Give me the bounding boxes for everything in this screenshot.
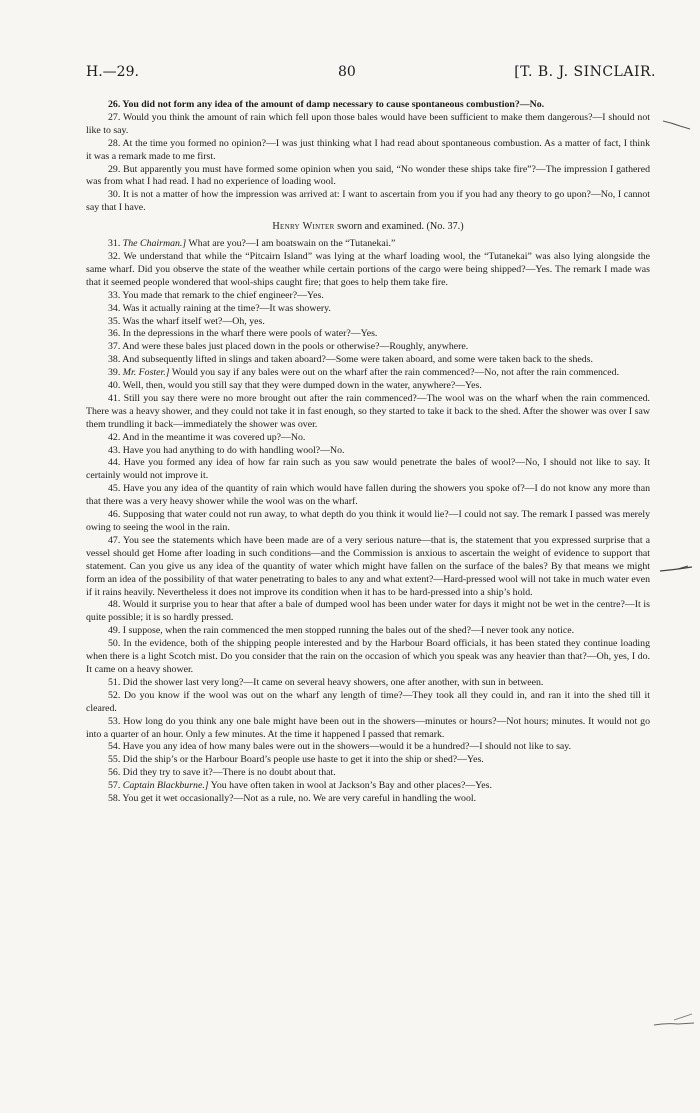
- question-number: 40.: [108, 380, 121, 392]
- paragraph: [86, 112, 650, 138]
- question-number: 42.: [108, 431, 121, 443]
- question-number: 49.: [108, 625, 121, 637]
- paragraph: [86, 793, 650, 806]
- paragraph: [86, 251, 650, 290]
- paragraph: [86, 328, 650, 341]
- paragraph-text: What are you?—I am boatswain on the “Tutanekai.”: [186, 238, 396, 250]
- paragraph-text: Have you formed any idea of how far rain such as you saw would penetrate the bales of wool?—No, I should not like to say. It certainly would not improve it.: [86, 457, 650, 482]
- paragraph-text: Did the shower last very long?—It came on several heavy showers, one after another, with sun in between.: [122, 676, 544, 688]
- paragraph: [86, 432, 650, 445]
- question-number: 30.: [108, 189, 121, 201]
- paragraph-text: Have you any idea of how many bales were out in the showers—would it be a hundred?—I should not like to say.: [122, 741, 572, 753]
- question-number: 45.: [108, 483, 121, 495]
- section-heading-rest: sworn and examined. (No. 37.): [334, 221, 464, 233]
- paragraph-text: Would you say if any bales were out on the wharf after the rain commenced?—No, not after the rain commenced.: [169, 367, 620, 379]
- paragraph-text: And in the meantime it was covered up?—No.: [122, 431, 306, 443]
- question-number: 36.: [108, 328, 121, 340]
- report-code: H.—29.: [86, 64, 139, 80]
- question-number: 57.: [108, 780, 121, 792]
- paragraph-text: And were these bales just placed down in the pools or otherwise?—Roughly, anywhere.: [122, 341, 469, 353]
- paragraph: [86, 354, 650, 367]
- question-number: 27.: [108, 111, 121, 123]
- paragraph: [86, 483, 650, 509]
- paragraph: [86, 535, 650, 600]
- question-number: 55.: [108, 754, 121, 766]
- margin-mark-middle: [658, 563, 694, 577]
- paragraph-text: Still you say there were no more brought out after the rain commenced?—The wool was on the wharf when the rain commenced. There was a heavy shower, and they could not take it in fast enough, so they started to take it back to the shed. After the shower was over I saw them trundling it back—immediately the shower was over.: [86, 392, 650, 430]
- paragraph: [86, 599, 650, 625]
- question-number: 41.: [108, 392, 121, 404]
- question-number: 52.: [108, 689, 121, 701]
- question-number: 48.: [108, 599, 121, 611]
- question-number: 38.: [108, 354, 121, 366]
- paragraph: [86, 677, 650, 690]
- margin-mark-top: [662, 118, 692, 132]
- paragraph: [86, 638, 650, 677]
- speaker: Mr. Foster.]: [122, 367, 170, 379]
- paragraph: [86, 316, 650, 329]
- paragraph: [86, 509, 650, 535]
- paragraph-text: You see the statements which have been made are of a very serious nature—that is, the statement that you expressed surprise that a vessel should get Home after loading in such conditions—and the Commission is anxious to ascertain the weight of evidence to support that statement. Can you give us any idea of the quantity of water which might have fallen on the surface of the bales? By that means we might form an idea of the possibility of that water penetrating to bales to any and what extent?—Hard-pressed wool will not take in much water even if it rains heavily. Nevertheless it does not improve its condition when it has to be hard-pressed into a ship’s hold.: [86, 534, 650, 598]
- paragraph: [86, 754, 650, 767]
- paragraph-text: We understand that while the “Pitcairn Island” was lying at the wharf loading wool, the “Tutanekai” was also lying alongside the same wharf. Did you observe the state of the weather while certain portions of the cargo were being shipped?—Yes. The remark I made was that it seemed people wondered that wool-ships caught fire; that goes to help them take fire.: [86, 250, 650, 288]
- paragraph-text: Was the wharf itself wet?—Oh, yes.: [122, 315, 265, 327]
- paragraph: [86, 457, 650, 483]
- paragraph: [86, 780, 650, 793]
- paragraph-text: Supposing that water could not run away, to what depth do you think it would lie?—I could not say. The remark I passed was merely owing to seeing the wool in the rain.: [86, 509, 650, 533]
- question-number: 31.: [108, 238, 121, 250]
- paragraph-text: It is not a matter of how the impression was arrived at: I want to ascertain from you if you had any theory to go upon?—No, I cannot say that I have.: [86, 189, 650, 214]
- paragraph: [86, 445, 650, 458]
- question-number: 44.: [108, 457, 121, 469]
- paragraph: [86, 138, 650, 164]
- paragraph-text: Have you any idea of the quantity of rain which would have fallen during the showers you spoke of?—I do not know any more than that there was a very heavy shower while the wool was on the wharf.: [86, 483, 650, 508]
- paragraph: [86, 189, 650, 215]
- paragraph: [86, 690, 650, 716]
- witness-reference: [T. B. J. SINCLAIR.: [514, 64, 656, 80]
- paragraph-text: Do you know if the wool was out on the wharf any length of time?—They took all they could in, and ran it into the shed till it cleared.: [86, 689, 650, 714]
- paragraph: [86, 625, 650, 638]
- paragraph-text: You get it wet occasionally?—Not as a rule, no. We are very careful in handling the wool.: [122, 793, 477, 805]
- paragraph-text: You have often taken in wool at Jackson’s Bay and other places?—Yes.: [208, 780, 492, 792]
- paragraph-text: Have you had anything to do with handling wool?—No.: [122, 444, 345, 456]
- paragraph-text: Well, then, would you still say that they were dumped down in the water, anywhere?—Yes.: [122, 380, 482, 392]
- question-number: 54.: [108, 741, 121, 753]
- paragraph: [86, 341, 650, 354]
- paragraph-text: I suppose, when the rain commenced the men stopped running the bales out of the shed?—I never took any notice.: [122, 625, 575, 637]
- paragraph-text: In the evidence, both of the shipping people interested and by the Harbour Board officials, it has been stated they continue loading when there is a light Scotch mist. Do you consider that the rain on the occasion of which you speak was any heavier than that?—Oh, yes, I do. It came on a heavy shower.: [86, 638, 650, 675]
- paragraph-text: At the time you formed no opinion?—I was just thinking what I had read about spontaneous combustion. As a matter of fact, I think it was a remark made to me first.: [86, 137, 650, 162]
- question-number: 58.: [108, 793, 121, 805]
- paragraph-text: Would it surprise you to hear that after a bale of dumped wool has been under water for days it might not be wet in the centre?—It is quite possible; it is so hardly pressed.: [86, 599, 650, 624]
- paragraph-text: Was it actually raining at the time?—It was showery.: [122, 302, 331, 314]
- paragraph: [86, 238, 650, 251]
- question-number: 26.: [108, 99, 121, 110]
- question-number: 46.: [108, 509, 121, 521]
- paragraph-text: How long do you think any one bale might have been out in the showers—minutes or hours?—Not hours; minutes. It would not go into a quarter of an hour. Only a few minutes. At the time it happened I passed that remark.: [86, 715, 650, 740]
- paragraph: [86, 393, 650, 432]
- speaker: Captain Blackburne.]: [122, 780, 209, 792]
- paragraph-text: But apparently you must have formed some opinion when you said, “No wonder these ships take fire”?—The impression I gathered was from what I had read. I had no experience of loading wool.: [86, 163, 650, 188]
- question-number: 37.: [108, 341, 121, 353]
- paragraph: [86, 290, 650, 303]
- paragraph: [86, 380, 650, 393]
- question-number: 28.: [108, 137, 121, 149]
- page-body: [86, 99, 650, 806]
- page-header: [86, 64, 656, 84]
- question-number: 39.: [108, 367, 121, 379]
- paragraph-text: Did the ship’s or the Harbour Board’s people use haste to get it into the ship or shed?—Yes.: [122, 754, 484, 766]
- paragraph-text: Would you think the amount of rain which fell upon those bales would have been sufficient to make them dangerous?—I should not like to say.: [86, 111, 650, 136]
- paragraph: [86, 164, 650, 190]
- testimony-winter: [86, 238, 650, 806]
- paragraph-text: Did they try to save it?—There is no doubt about that.: [122, 767, 336, 779]
- testimony-sinclair: [86, 99, 650, 215]
- question-number: 35.: [108, 315, 121, 327]
- paragraph: [86, 716, 650, 742]
- question-number: 50.: [108, 638, 121, 650]
- question-number: 34.: [108, 302, 121, 314]
- paragraph: [86, 741, 650, 754]
- paragraph: [86, 303, 650, 316]
- section-heading: [86, 221, 650, 234]
- paragraph: [86, 767, 650, 780]
- question-number: 53.: [108, 715, 121, 727]
- margin-mark-bottom: [652, 1011, 696, 1035]
- page-number: 80: [338, 64, 356, 80]
- paragraph-text: You did not form any idea of the amount of damp necessary to cause spontaneous combustion?—No.: [122, 99, 545, 110]
- paragraph-text: In the depressions in the wharf there were pools of water?—Yes.: [122, 328, 378, 340]
- witness-name: Henry Winter: [272, 221, 335, 233]
- question-number: 56.: [108, 767, 121, 779]
- question-number: 29.: [108, 163, 121, 175]
- question-number: 47.: [108, 534, 121, 546]
- question-number: 43.: [108, 444, 121, 456]
- question-number: 33.: [108, 289, 121, 301]
- paragraph: [86, 99, 650, 112]
- paragraph-text: And subsequently lifted in slings and taken aboard?—Some were taken aboard, and some were taken back to the sheds.: [122, 354, 593, 366]
- question-number: 51.: [108, 676, 121, 688]
- speaker: The Chairman.]: [122, 238, 187, 250]
- question-number: 32.: [108, 250, 121, 262]
- paragraph: [86, 367, 650, 380]
- paragraph-text: You made that remark to the chief engineer?—Yes.: [122, 289, 324, 301]
